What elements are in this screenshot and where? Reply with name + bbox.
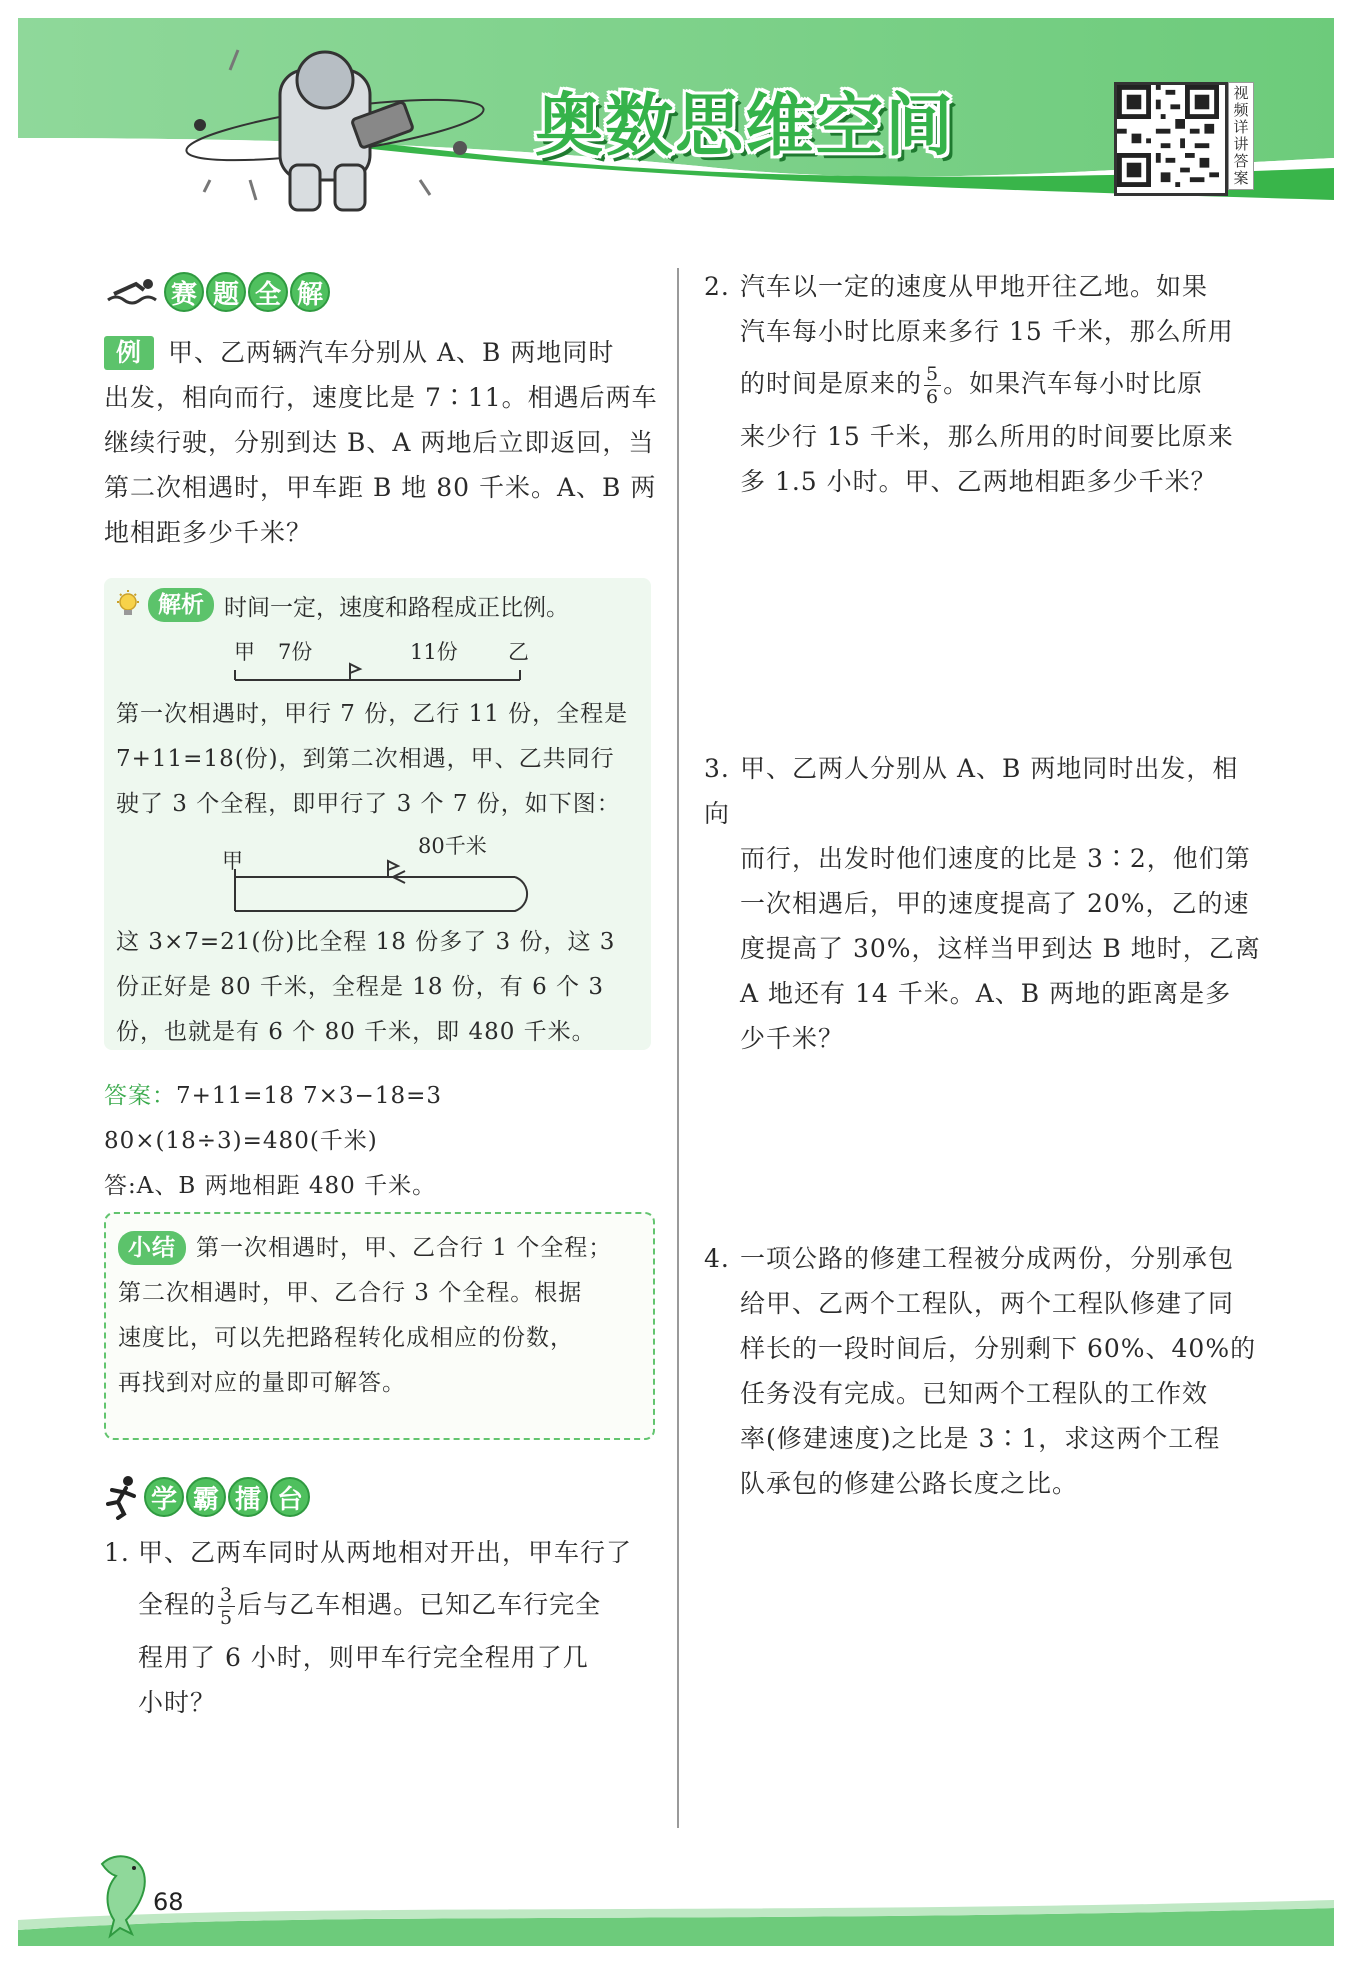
section-char: 霸 bbox=[186, 1477, 226, 1517]
swimmer-icon bbox=[104, 272, 162, 312]
problem-line: 率(修建速度)之比是 3∶1，求这两个工程 bbox=[740, 1424, 1221, 1453]
summary-line: 第一次相遇时，甲、乙合行 1 个全程； bbox=[196, 1235, 613, 1261]
answer-line: 80×(18÷3)=480(千米) bbox=[104, 1128, 378, 1154]
astronaut-illustration bbox=[170, 30, 500, 230]
diagram1-line bbox=[230, 660, 530, 690]
problem-line: 的时间是原来的 bbox=[740, 369, 923, 398]
summary-tag: 小结 bbox=[118, 1231, 186, 1265]
problem-line: 而行，出发时他们速度的比是 3∶2，他们第 bbox=[740, 844, 1251, 873]
answer-block bbox=[104, 1074, 664, 1209]
analysis-line: 第一次相遇时，甲行 7 份，乙行 11 份，全程是 bbox=[116, 701, 629, 727]
lightbulb-icon bbox=[114, 589, 142, 621]
problem-number: 3. bbox=[704, 754, 730, 783]
fraction-numerator: 3 bbox=[220, 1584, 234, 1606]
analysis-tag: 解析 bbox=[148, 588, 214, 622]
problem-line: A 地还有 14 千米。A、B 两地的距离是多 bbox=[740, 979, 1232, 1008]
diagram1-right-label: 乙 bbox=[508, 640, 529, 664]
section-char: 擂 bbox=[228, 1477, 268, 1517]
fraction-numerator: 5 bbox=[926, 363, 940, 385]
fraction bbox=[218, 1584, 235, 1629]
example-line: 地相距多少千米？ bbox=[104, 518, 313, 547]
section-char: 学 bbox=[144, 1477, 184, 1517]
problem-1 bbox=[104, 1530, 664, 1725]
answer-line: 答:A、B 两地相距 480 千米。 bbox=[104, 1173, 437, 1199]
analysis-intro: 时间一定，速度和路程成正比例。 bbox=[224, 594, 569, 621]
problem-2 bbox=[704, 264, 1264, 504]
problem-line: 小时？ bbox=[138, 1688, 217, 1717]
section-header-contest bbox=[104, 272, 330, 312]
fraction bbox=[924, 363, 941, 408]
section-char: 题 bbox=[206, 272, 246, 312]
example-tag: 例 bbox=[104, 336, 154, 370]
fraction-denominator: 5 bbox=[220, 1607, 234, 1629]
problem-line: 一次相遇后，甲的速度提高了 20%，乙的速 bbox=[740, 889, 1250, 918]
section-char: 解 bbox=[290, 272, 330, 312]
problem-line: 样长的一段时间后，分别剩下 60%、40%的 bbox=[740, 1334, 1257, 1363]
example-line: 第二次相遇时，甲车距 B 地 80 千米。A、B 两 bbox=[104, 473, 657, 502]
analysis-heading bbox=[114, 588, 569, 622]
problem-line: 度提高了 30%，这样当甲到达 B 地时，乙离 bbox=[740, 934, 1261, 963]
diagram2-distance: 80千米 bbox=[418, 834, 487, 858]
analysis-text-1 bbox=[116, 692, 646, 827]
dolphin-icon bbox=[96, 1850, 152, 1940]
column-divider bbox=[677, 268, 679, 1828]
answer-label: 答案： bbox=[104, 1083, 176, 1109]
fraction-denominator: 6 bbox=[926, 386, 940, 408]
problem-line: 全程的 bbox=[138, 1590, 217, 1619]
section-char: 赛 bbox=[164, 272, 204, 312]
section-header-challenge bbox=[104, 1474, 310, 1520]
problem-line: 程用了 6 小时，则甲车行完全程用了几 bbox=[138, 1643, 589, 1672]
problem-number: 1. bbox=[104, 1538, 130, 1567]
problem-line: 来少行 15 千米，那么所用的时间要比原来 bbox=[740, 422, 1234, 451]
problem-number: 2. bbox=[704, 272, 730, 301]
problem-line: 任务没有完成。已知两个工程队的工作效 bbox=[740, 1379, 1209, 1408]
example-line: 出发，相向而行，速度比是 7∶11。相遇后两车 bbox=[104, 383, 658, 412]
analysis-line: 7+11=18(份)，到第二次相遇，甲、乙共同行 bbox=[116, 746, 615, 772]
problem-line: 汽车每小时比原来多行 15 千米，那么所用 bbox=[740, 317, 1234, 346]
analysis-line: 驶了 3 个全程，即甲行了 3 个 7 份，如下图： bbox=[116, 791, 621, 817]
example-problem bbox=[104, 330, 664, 555]
example-line: 甲、乙两辆汽车分别从 A、B 两地同时 bbox=[168, 338, 615, 367]
problem-line: 汽车以一定的速度从甲地开往乙地。如果 bbox=[740, 272, 1209, 301]
problem-line: 队承包的修建公路长度之比。 bbox=[740, 1469, 1079, 1498]
problem-line: 甲、乙两人分别从 A、B 两地同时出发，相向 bbox=[704, 754, 1239, 828]
summary-line: 再找到对应的量即可解答。 bbox=[118, 1370, 406, 1396]
diagram2-path bbox=[225, 855, 545, 915]
problem-line: 。如果汽车每小时比原 bbox=[943, 369, 1204, 398]
qr-label: 视频详讲答案 bbox=[1228, 82, 1254, 190]
answer-line: 7+11=18 7×3−18=3 bbox=[176, 1083, 443, 1109]
diagram1-right-part: 11份 bbox=[410, 640, 458, 664]
diagram2-left-label: 甲 bbox=[222, 849, 243, 873]
problem-line: 少千米？ bbox=[740, 1024, 845, 1053]
problem-line: 给甲、乙两个工程队，两个工程队修建了同 bbox=[740, 1289, 1235, 1318]
analysis-line: 这 3×7=21(份)比全程 18 份多了 3 份，这 3 bbox=[116, 929, 616, 955]
problem-4 bbox=[704, 1236, 1264, 1506]
example-line: 继续行驶，分别到达 B、A 两地后立即返回，当 bbox=[104, 428, 655, 457]
runner-icon bbox=[104, 1474, 142, 1520]
summary-text bbox=[118, 1226, 643, 1406]
footer-band bbox=[18, 1890, 1334, 1946]
page-number: 68 bbox=[153, 1888, 184, 1916]
diagram1-left-label: 甲 bbox=[234, 640, 255, 664]
problem-3 bbox=[704, 746, 1264, 1061]
section-char: 全 bbox=[248, 272, 288, 312]
summary-line: 速度比，可以先把路程转化成相应的份数， bbox=[118, 1325, 574, 1351]
summary-line: 第二次相遇时，甲、乙合行 3 个全程。根据 bbox=[118, 1280, 583, 1306]
qr-code-icon bbox=[1117, 85, 1219, 187]
qr-code[interactable] bbox=[1114, 82, 1228, 196]
problem-number: 4. bbox=[704, 1244, 730, 1273]
page-title: 奥数思维空间 bbox=[535, 87, 956, 166]
problem-line: 一项公路的修建工程被分成两份，分别承包 bbox=[740, 1244, 1235, 1273]
diagram1-left-part: 7份 bbox=[278, 640, 313, 664]
analysis-line: 份正好是 80 千米，全程是 18 份，有 6 个 3 bbox=[116, 974, 604, 1000]
problem-line: 甲、乙两车同时从两地相对开出，甲车行了 bbox=[138, 1538, 633, 1567]
problem-line: 后与乙车相遇。已知乙车行完全 bbox=[237, 1590, 602, 1619]
section-char: 台 bbox=[270, 1477, 310, 1517]
analysis-text-2 bbox=[116, 920, 646, 1055]
problem-line: 多 1.5 小时。甲、乙两地相距多少千米？ bbox=[740, 467, 1217, 496]
analysis-line: 份，也就是有 6 个 80 千米，即 480 千米。 bbox=[116, 1019, 596, 1045]
